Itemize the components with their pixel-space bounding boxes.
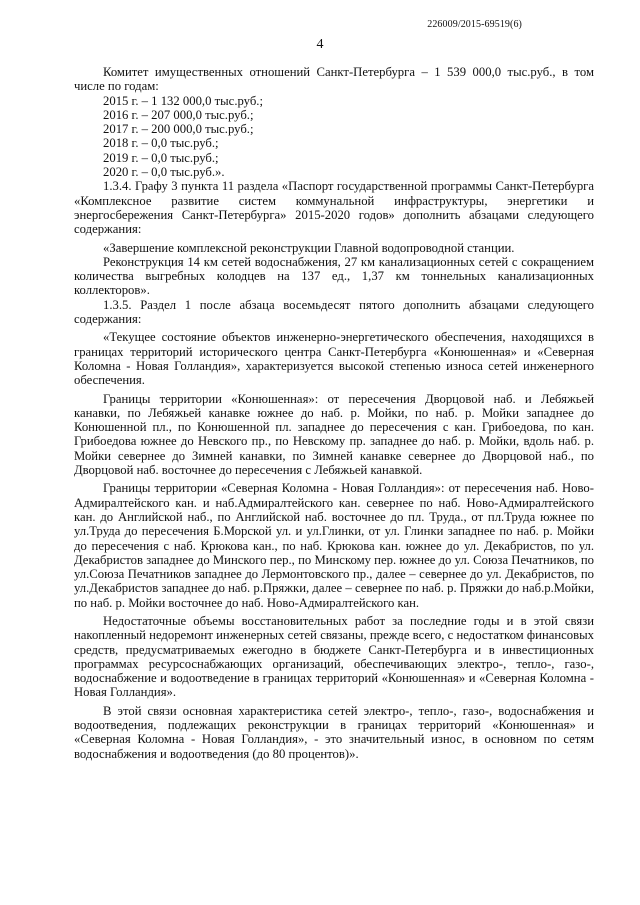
document-id: 226009/2015-69519(6) bbox=[427, 19, 522, 30]
paragraph-1-3-5: 1.3.5. Раздел 1 после абзаца восемьдесят пятого дополнить абзацами следующего содержания: bbox=[74, 297, 594, 327]
paragraph-konyushennaya-borders: Границы территории «Конюшенная»: от пересечения Дворцовой наб. и Лебяжьей канавки, по Лебяжьей канавке южнее до наб. р. Мойки, по наб. р. Мойки западнее до Конюшенной пл., по Конюшенной пл. западнее до пересечения с кан. Грибоедова, по кан. Грибоедова южнее до Невского пр., по Невскому пр. западнее до наб. р. Мойки, вдоль наб. р. Мойки севернее до Зимней канавки, по Зимней канавке севернее до Дворцовой наб., по Дворцовой наб. восточнее до пересечения с Лебяжьей канавкой. bbox=[74, 391, 594, 478]
year-line-2019: 2019 г. – 0,0 тыс.руб.; bbox=[103, 150, 219, 165]
year-line-2020: 2020 г. – 0,0 тыс.руб.». bbox=[103, 165, 225, 180]
paragraph-committee-total: Комитет имущественных отношений Санкт-Петербурга – 1 539 000,0 тыс.руб., в том числе по годам: bbox=[74, 65, 594, 94]
paragraph-insufficient-volumes: Недостаточные объемы восстановительных работ за последние годы и в этой связи накопленный недоремонт инженерных сетей связаны, прежде всего, с недостатком финансовых средств, предусматриваемых ежегодно в бюджете Санкт-Петербурга и в инвестиционных программах ресурсоснабжающих организаций, обеспечивающих электро-, тепло-, газо-, водоснабжение и водоотведение в границах территорий «Конюшенная» и «Северная Коломна - Новая Голландия». bbox=[74, 613, 594, 700]
page-number: 4 bbox=[316, 37, 324, 52]
year-line-2018: 2018 г. – 0,0 тыс.руб.; bbox=[103, 136, 219, 151]
paragraph-kolomna-borders: Границы территории «Северная Коломна - Новая Голландия»: от пересечения наб. Ново-Адмиралтейского кан. и наб.Адмиралтейского кан. севернее по наб. Ново-Адмиралтейского кан. до Английской наб., по Английской наб. восточнее до пл. Труда., от пл.Труда южнее по ул.Труда до пересечения Б.Морской ул. и ул.Глинки, от ул. Глинки западнее по наб. р. Мойки до пересечения с наб. Крюкова кан., по наб. Крюкова кан. южнее до ул. Декабристов, по ул. Декабристов западнее до Минского пер., по Минскому пер. южнее до ул. Союза Печатников, по ул.Союза Печатников западнее до Лермонтовского пр., далее – севернее до ул. Декабристов, по ул.Декабристов западнее до наб. р.Пряжки, далее – севернее по наб. р. Пряжки до наб.р.Мойки, по наб. р. Мойки восточнее до наб. Ново-Адмиралтейского кан. bbox=[74, 481, 594, 610]
paragraph-1-3-4: 1.3.4. Графу 3 пункта 11 раздела «Паспорт государственной программы Санкт-Петербурга «Комплексное развитие систем коммунальной инфраструктуры, энергетики и энергосбережения Санкт-Петербурга» 2015-2020 годов» дополнить абзацами следующего содержания: bbox=[74, 179, 594, 237]
year-line-2015: 2015 г. – 1 132 000,0 тыс.руб.; bbox=[103, 93, 263, 108]
paragraph-current-state: «Текущее состояние объектов инженерно-энергетического обеспечения, находящихся в границах территорий исторического центра Санкт-Петербурга «Конюшенная» и «Северная Коломна - Новая Голландия», характеризуется высокой степенью износа сетей инженерного обеспечения. bbox=[74, 330, 594, 388]
year-line-2016: 2016 г. – 207 000,0 тыс.руб.; bbox=[103, 107, 254, 122]
paragraph-water-station: «Завершение комплексной реконструкции Главной водопроводной станции. bbox=[103, 240, 515, 255]
paragraph-network-wear: В этой связи основная характеристика сетей электро-, тепло-, газо-, водоснабжения и водоотведения, подлежащих реконструкции в границах территорий «Конюшенная» и «Северная Коломна - Новая Голландия», - это значительный износ, в основном по сетям водоснабжения и водоотведения (до 80 процентов)». bbox=[74, 703, 594, 761]
document-body bbox=[74, 65, 594, 761]
paragraph-reconstruction: Реконструкция 14 км сетей водоснабжения, 27 км канализационных сетей с сокращением количества выгребных колодцев на 137 ед., 1,37 км тоннельных канализационных коллекторов». bbox=[74, 254, 594, 298]
year-line-2017: 2017 г. – 200 000,0 тыс.руб.; bbox=[103, 122, 254, 137]
